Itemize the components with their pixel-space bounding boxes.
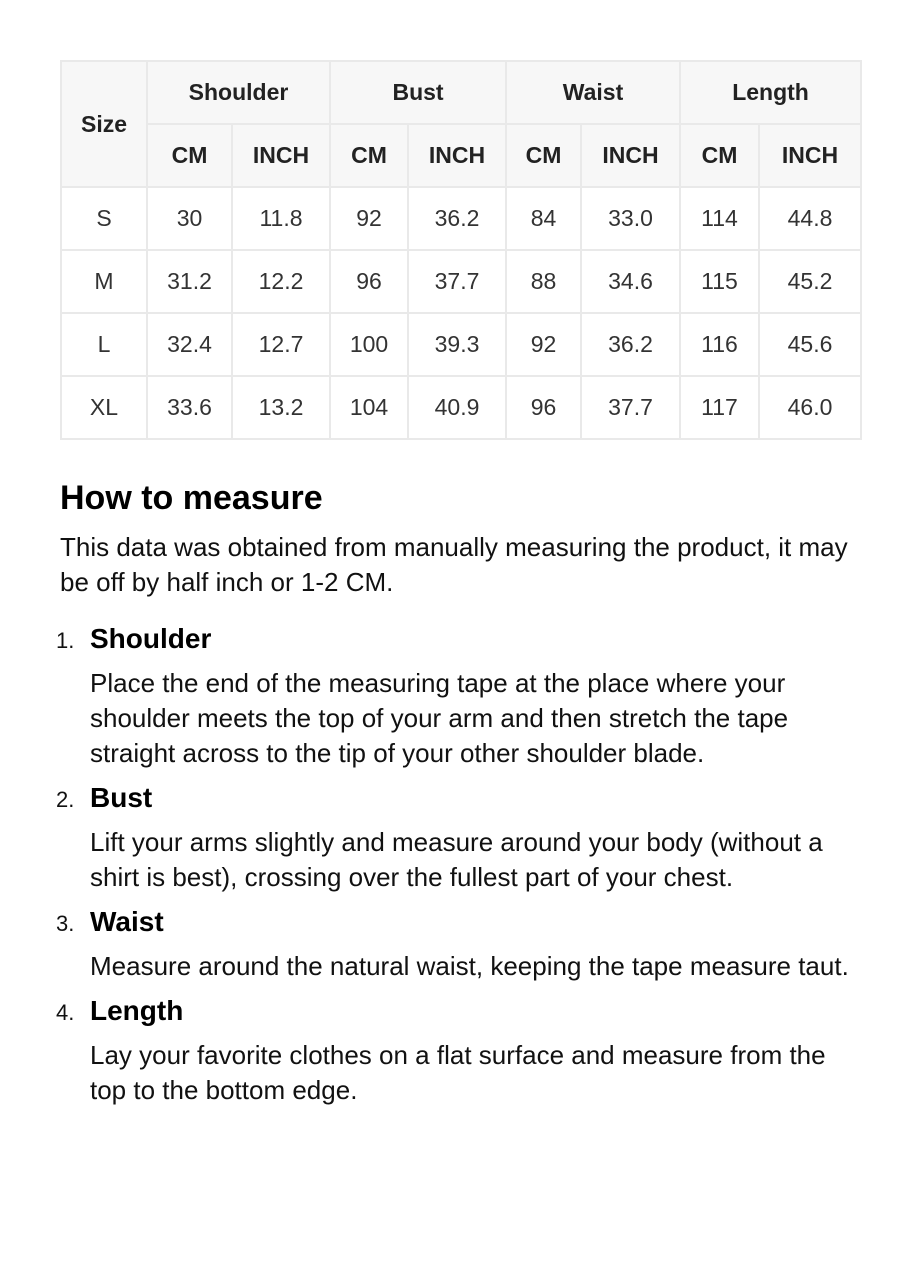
table-cell: 37.7 <box>581 376 680 439</box>
table-cell: 39.3 <box>408 313 506 376</box>
table-cell: 13.2 <box>232 376 330 439</box>
table-cell: 36.2 <box>581 313 680 376</box>
unit-header: CM <box>330 124 408 187</box>
intro-text: This data was obtained from manually measuring the product, it may be off by half inch or 1-2 CM. <box>60 532 848 597</box>
table-cell: 34.6 <box>581 250 680 313</box>
size-cell: XL <box>61 376 147 439</box>
unit-header: INCH <box>759 124 861 187</box>
step-title: Bust <box>90 782 153 813</box>
table-cell: 45.2 <box>759 250 861 313</box>
how-to-measure-section <box>56 476 860 1118</box>
waist-header: Waist <box>506 61 680 124</box>
table-cell: 40.9 <box>408 376 506 439</box>
section-title: How to measure <box>60 479 323 517</box>
table-header-row <box>61 61 861 124</box>
table-cell: 92 <box>330 187 408 250</box>
step-bust <box>56 781 860 895</box>
table-cell: 115 <box>680 250 759 313</box>
table-cell: 45.6 <box>759 313 861 376</box>
step-description: Place the end of the measuring tape at the place where your shoulder meets the top of your arm and then stretch the tape straight across to the tip of your other shoulder blade. <box>90 668 789 768</box>
step-description: Lift your arms slightly and measure around your body (without a shirt is best), crossing over the fullest part of your chest. <box>90 827 823 892</box>
step-description: Measure around the natural waist, keeping the tape measure taut. <box>90 951 849 981</box>
table-cell: 96 <box>330 250 408 313</box>
step-number: 4. <box>56 1000 75 1025</box>
table-cell: 30 <box>147 187 232 250</box>
size-cell: M <box>61 250 147 313</box>
table-row <box>61 313 861 376</box>
unit-header: CM <box>147 124 232 187</box>
step-waist <box>56 905 860 984</box>
table-cell: 92 <box>506 313 581 376</box>
table-cell: 104 <box>330 376 408 439</box>
table-row <box>61 187 861 250</box>
table-unit-row <box>61 124 861 187</box>
table-cell: 37.7 <box>408 250 506 313</box>
table-row <box>61 376 861 439</box>
table-cell: 36.2 <box>408 187 506 250</box>
table-cell: 116 <box>680 313 759 376</box>
table-cell: 31.2 <box>147 250 232 313</box>
table-cell: 44.8 <box>759 187 861 250</box>
step-shoulder <box>56 622 860 771</box>
table-cell: 32.4 <box>147 313 232 376</box>
table-cell: 114 <box>680 187 759 250</box>
size-cell: L <box>61 313 147 376</box>
unit-header: CM <box>680 124 759 187</box>
size-chart-table <box>60 60 862 440</box>
table-cell: 33.6 <box>147 376 232 439</box>
step-title: Length <box>90 995 184 1026</box>
step-number: 2. <box>56 787 75 812</box>
table-cell: 11.8 <box>232 187 330 250</box>
table-cell: 88 <box>506 250 581 313</box>
table-cell: 96 <box>506 376 581 439</box>
size-cell: S <box>61 187 147 250</box>
unit-header: CM <box>506 124 581 187</box>
unit-header: INCH <box>581 124 680 187</box>
table-cell: 117 <box>680 376 759 439</box>
step-title: Shoulder <box>90 623 212 654</box>
step-number: 3. <box>56 911 75 936</box>
length-header: Length <box>680 61 861 124</box>
table-cell: 12.2 <box>232 250 330 313</box>
table-cell: 46.0 <box>759 376 861 439</box>
step-number: 1. <box>56 628 75 653</box>
unit-header: INCH <box>408 124 506 187</box>
step-title: Waist <box>90 906 164 937</box>
table-row <box>61 250 861 313</box>
steps-list <box>56 622 860 1108</box>
table-cell: 84 <box>506 187 581 250</box>
table-cell: 12.7 <box>232 313 330 376</box>
table-cell: 100 <box>330 313 408 376</box>
unit-header: INCH <box>232 124 330 187</box>
table-cell: 33.0 <box>581 187 680 250</box>
size-header: Size <box>61 61 147 187</box>
step-description: Lay your favorite clothes on a flat surface and measure from the top to the bottom edge. <box>90 1040 826 1105</box>
shoulder-header: Shoulder <box>147 61 330 124</box>
step-length <box>56 994 860 1108</box>
bust-header: Bust <box>330 61 506 124</box>
